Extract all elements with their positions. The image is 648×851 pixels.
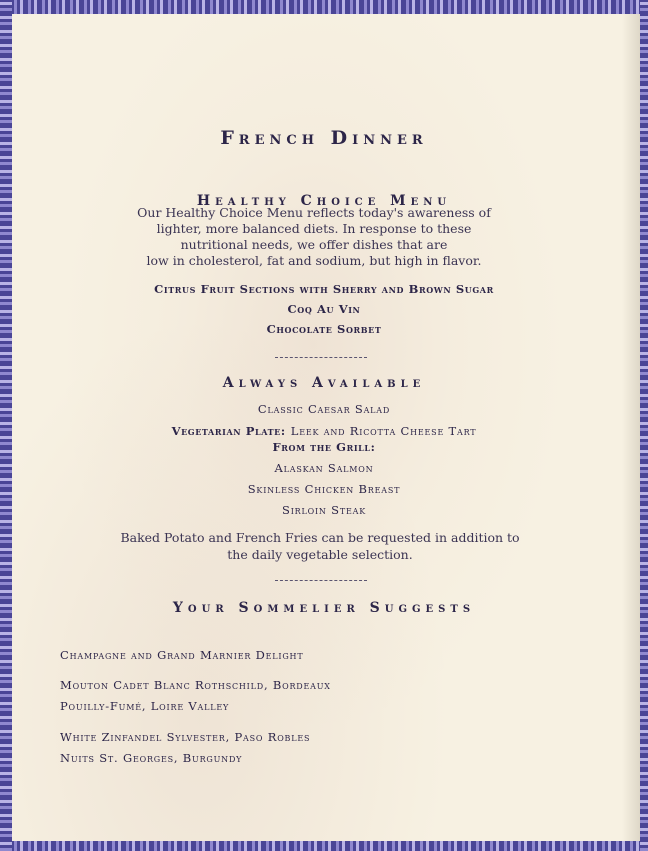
wine-item: Pouilly-Fumé, Loire Valley [60, 699, 230, 713]
section-divider [275, 357, 367, 358]
vegetarian-dish: Leek and Ricotta Cheese Tart [290, 424, 477, 438]
grill-label: From the Grill: [272, 440, 376, 454]
intro-line: nutritional needs, we offer dishes that are [180, 237, 448, 252]
section-divider [275, 580, 367, 581]
salad-item: Classic Caesar Salad [257, 402, 391, 416]
vegetarian-label: Vegetarian Plate: [171, 424, 286, 438]
grill-item-chicken: Skinless Chicken Breast [247, 482, 401, 496]
wine-item: Mouton Cadet Blanc Rothschild, Bordeaux [60, 678, 331, 692]
sommelier-heading: Your Sommelier Suggests [172, 600, 476, 616]
wine-item: Champagne and Grand Marnier Delight [60, 648, 304, 662]
intro-line: lighter, more balanced diets. In response to these [156, 221, 472, 236]
always-available-heading: Always Available [222, 375, 426, 391]
intro-line: low in cholesterol, fat and sodium, but high in flavor. [146, 253, 482, 268]
menu-title: French Dinner [220, 127, 428, 149]
side-dish-note [100, 529, 540, 563]
note-line: the daily vegetable selection. [227, 547, 413, 562]
wine-item: White Zinfandel Sylvester, Paso Robles [60, 730, 311, 744]
grill-item-steak: Sirloin Steak [282, 503, 366, 517]
healthy-choice-heading: Healthy Choice Menu [196, 193, 452, 209]
healthy-dish-dessert: Chocolate Sorbet [266, 322, 382, 336]
note-line: Baked Potato and French Fries can be requested in addition to [120, 530, 520, 545]
healthy-choice-intro [104, 205, 524, 269]
healthy-dish-starter: Citrus Fruit Sections with Sherry and Brown Sugar [154, 282, 494, 296]
healthy-dish-main: Coq Au Vin [287, 302, 361, 316]
intro-line: Our Healthy Choice Menu reflects today's awareness of [137, 205, 491, 220]
wine-item: Nuits St. Georges, Burgundy [60, 751, 243, 765]
grill-item-salmon: Alaskan Salmon [274, 461, 374, 475]
decorative-border-top [0, 0, 648, 14]
vegetarian-item [0, 420, 648, 439]
